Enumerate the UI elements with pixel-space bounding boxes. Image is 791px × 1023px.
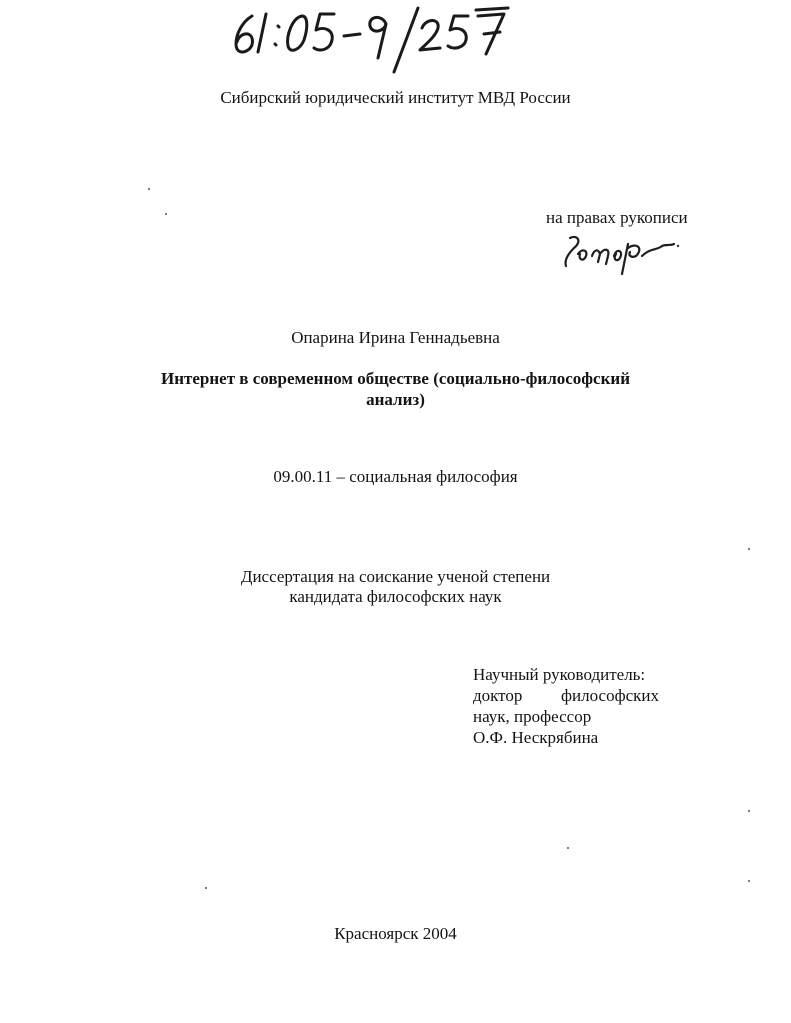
manuscript-note: на правах рукописи — [546, 208, 688, 227]
scan-speck — [148, 188, 150, 190]
degree-line-1: Диссертация на соискание ученой степени — [240, 567, 551, 586]
scan-speck — [748, 548, 750, 550]
dissertation-title-line-2: анализ) — [366, 390, 425, 409]
supervisor-heading: Научный руководитель: — [473, 665, 646, 684]
scan-speck — [567, 847, 569, 849]
degree-line-2: кандидата философских наук — [289, 587, 502, 606]
scan-speck — [748, 880, 750, 882]
handwritten-signature — [558, 226, 683, 278]
institution-name: Сибирский юридический институт МВД России — [220, 88, 571, 107]
supervisor-rank: наук, профессор — [473, 707, 592, 726]
specialty-code: 09.00.11 – социальная философия — [273, 467, 518, 486]
scan-speck — [165, 213, 167, 215]
supervisor-degree-word-2: философских — [561, 686, 659, 705]
city-year: Красноярск 2004 — [334, 924, 457, 943]
supervisor-name: О.Ф. Нескрябина — [473, 728, 599, 747]
supervisor-degree-line — [473, 685, 659, 706]
handwritten-archive-code — [222, 2, 512, 74]
scan-speck — [205, 887, 207, 889]
author-name: Опарина Ирина Геннадьевна — [291, 328, 500, 347]
scan-speck — [748, 810, 750, 812]
dissertation-title-line-1: Интернет в современном обществе (социально-философский — [160, 369, 630, 388]
supervisor-degree-word-1: доктор — [473, 686, 523, 705]
supervisor-block — [473, 664, 659, 748]
